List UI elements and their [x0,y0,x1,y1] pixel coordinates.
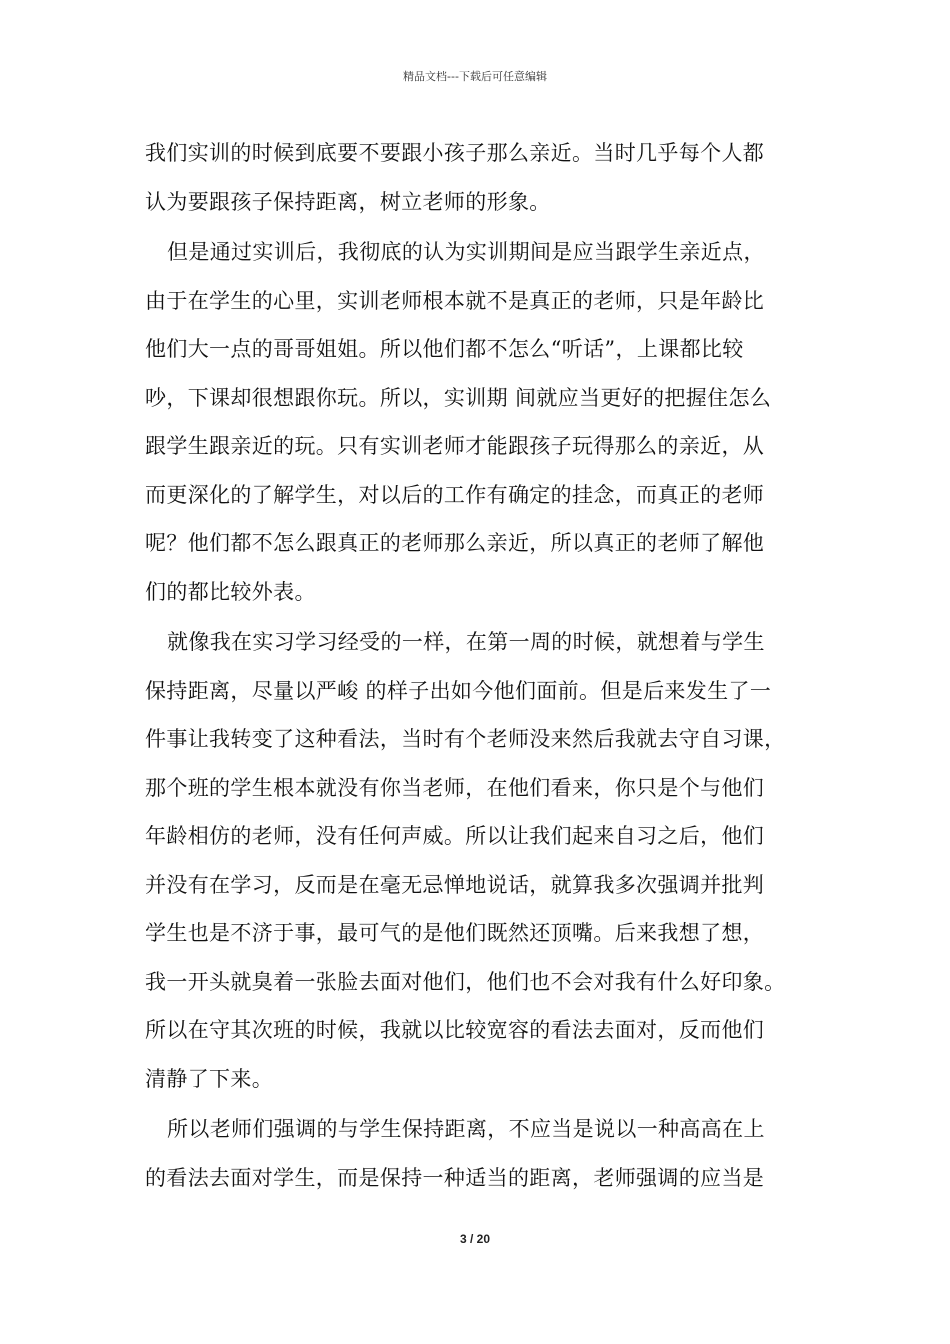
text-line: 呢？他们都不怎么跟真正的老师那么亲近，所以真正的老师了解他 [145,531,765,555]
text-line: 认为要跟孩子保持距离，树立老师的形象。 [145,189,551,214]
text-line: 但是通过实训后，我彻底的认为实训期间是应当跟学生亲近点， [167,240,765,264]
text-line: 他们大一点的哥哥姐姐。所以他们都不怎么“听话”，上课都比较 [145,337,744,361]
text-line: 所以在守其次班的时候，我就以比较宽容的看法去面对，反而他们 [145,1018,765,1042]
text-line: 年龄相仿的老师，没有任何声威。所以让我们起来自习之后，他们 [145,824,765,848]
body-text [145,131,820,1204]
text-line: 件事让我转变了这种看法，当时有个老师没来然后我就去守自习课， [145,727,786,751]
text-line: 跟学生跟亲近的玩。只有实训老师才能跟孩子玩得那么的亲近，从 [145,434,765,458]
text-line: 就像我在实习学习经受的一样，在第一周的时候，就想着与学生 [167,630,765,654]
text-line: 由于在学生的心里，实训老师根本就不是真正的老师，只是年龄比 [145,288,765,313]
text-line: 那个班的学生根本就没有你当老师，在他们看来，你只是个与他们 [145,775,765,800]
text-line: 的看法去面对学生，而是保持一种适当的距离，老师强调的应当是 [145,1165,765,1190]
text-line: 所以老师们强调的与学生保持距离，不应当是说以一种高高在上 [167,1117,765,1141]
text-line: 清静了下来。 [145,1066,274,1091]
text-line: 吵，下课却很想跟你玩。所以，实训期 间就应当更好的把握住怎么 [145,385,772,410]
text-line: 保持距离，尽量以严峻 的样子出如今他们面前。但是后来发生了一 [145,678,772,703]
page-number: 3 / 20 [459,1232,491,1246]
text-line: 我们实训的时候到底要不要跟小孩子那么亲近。当时几乎每个人都 [145,141,765,165]
text-line: 并没有在学习，反而是在毫无忌惮地说话，就算我多次强调并批判 [145,872,765,897]
text-line: 而更深化的了解学生，对以后的工作有确定的挂念，而真正的老师 [145,482,765,507]
text-line: 我一开头就臭着一张脸去面对他们，他们也不会对我有什么好印象。 [145,969,786,994]
text-line: 学生也是不济于事，最可气的是他们既然还顶嘴。后来我想了想， [145,921,765,945]
text-line: 们的都比较外表。 [145,579,316,604]
page-header: 精品文档---下载后可任意编辑 [403,70,547,83]
